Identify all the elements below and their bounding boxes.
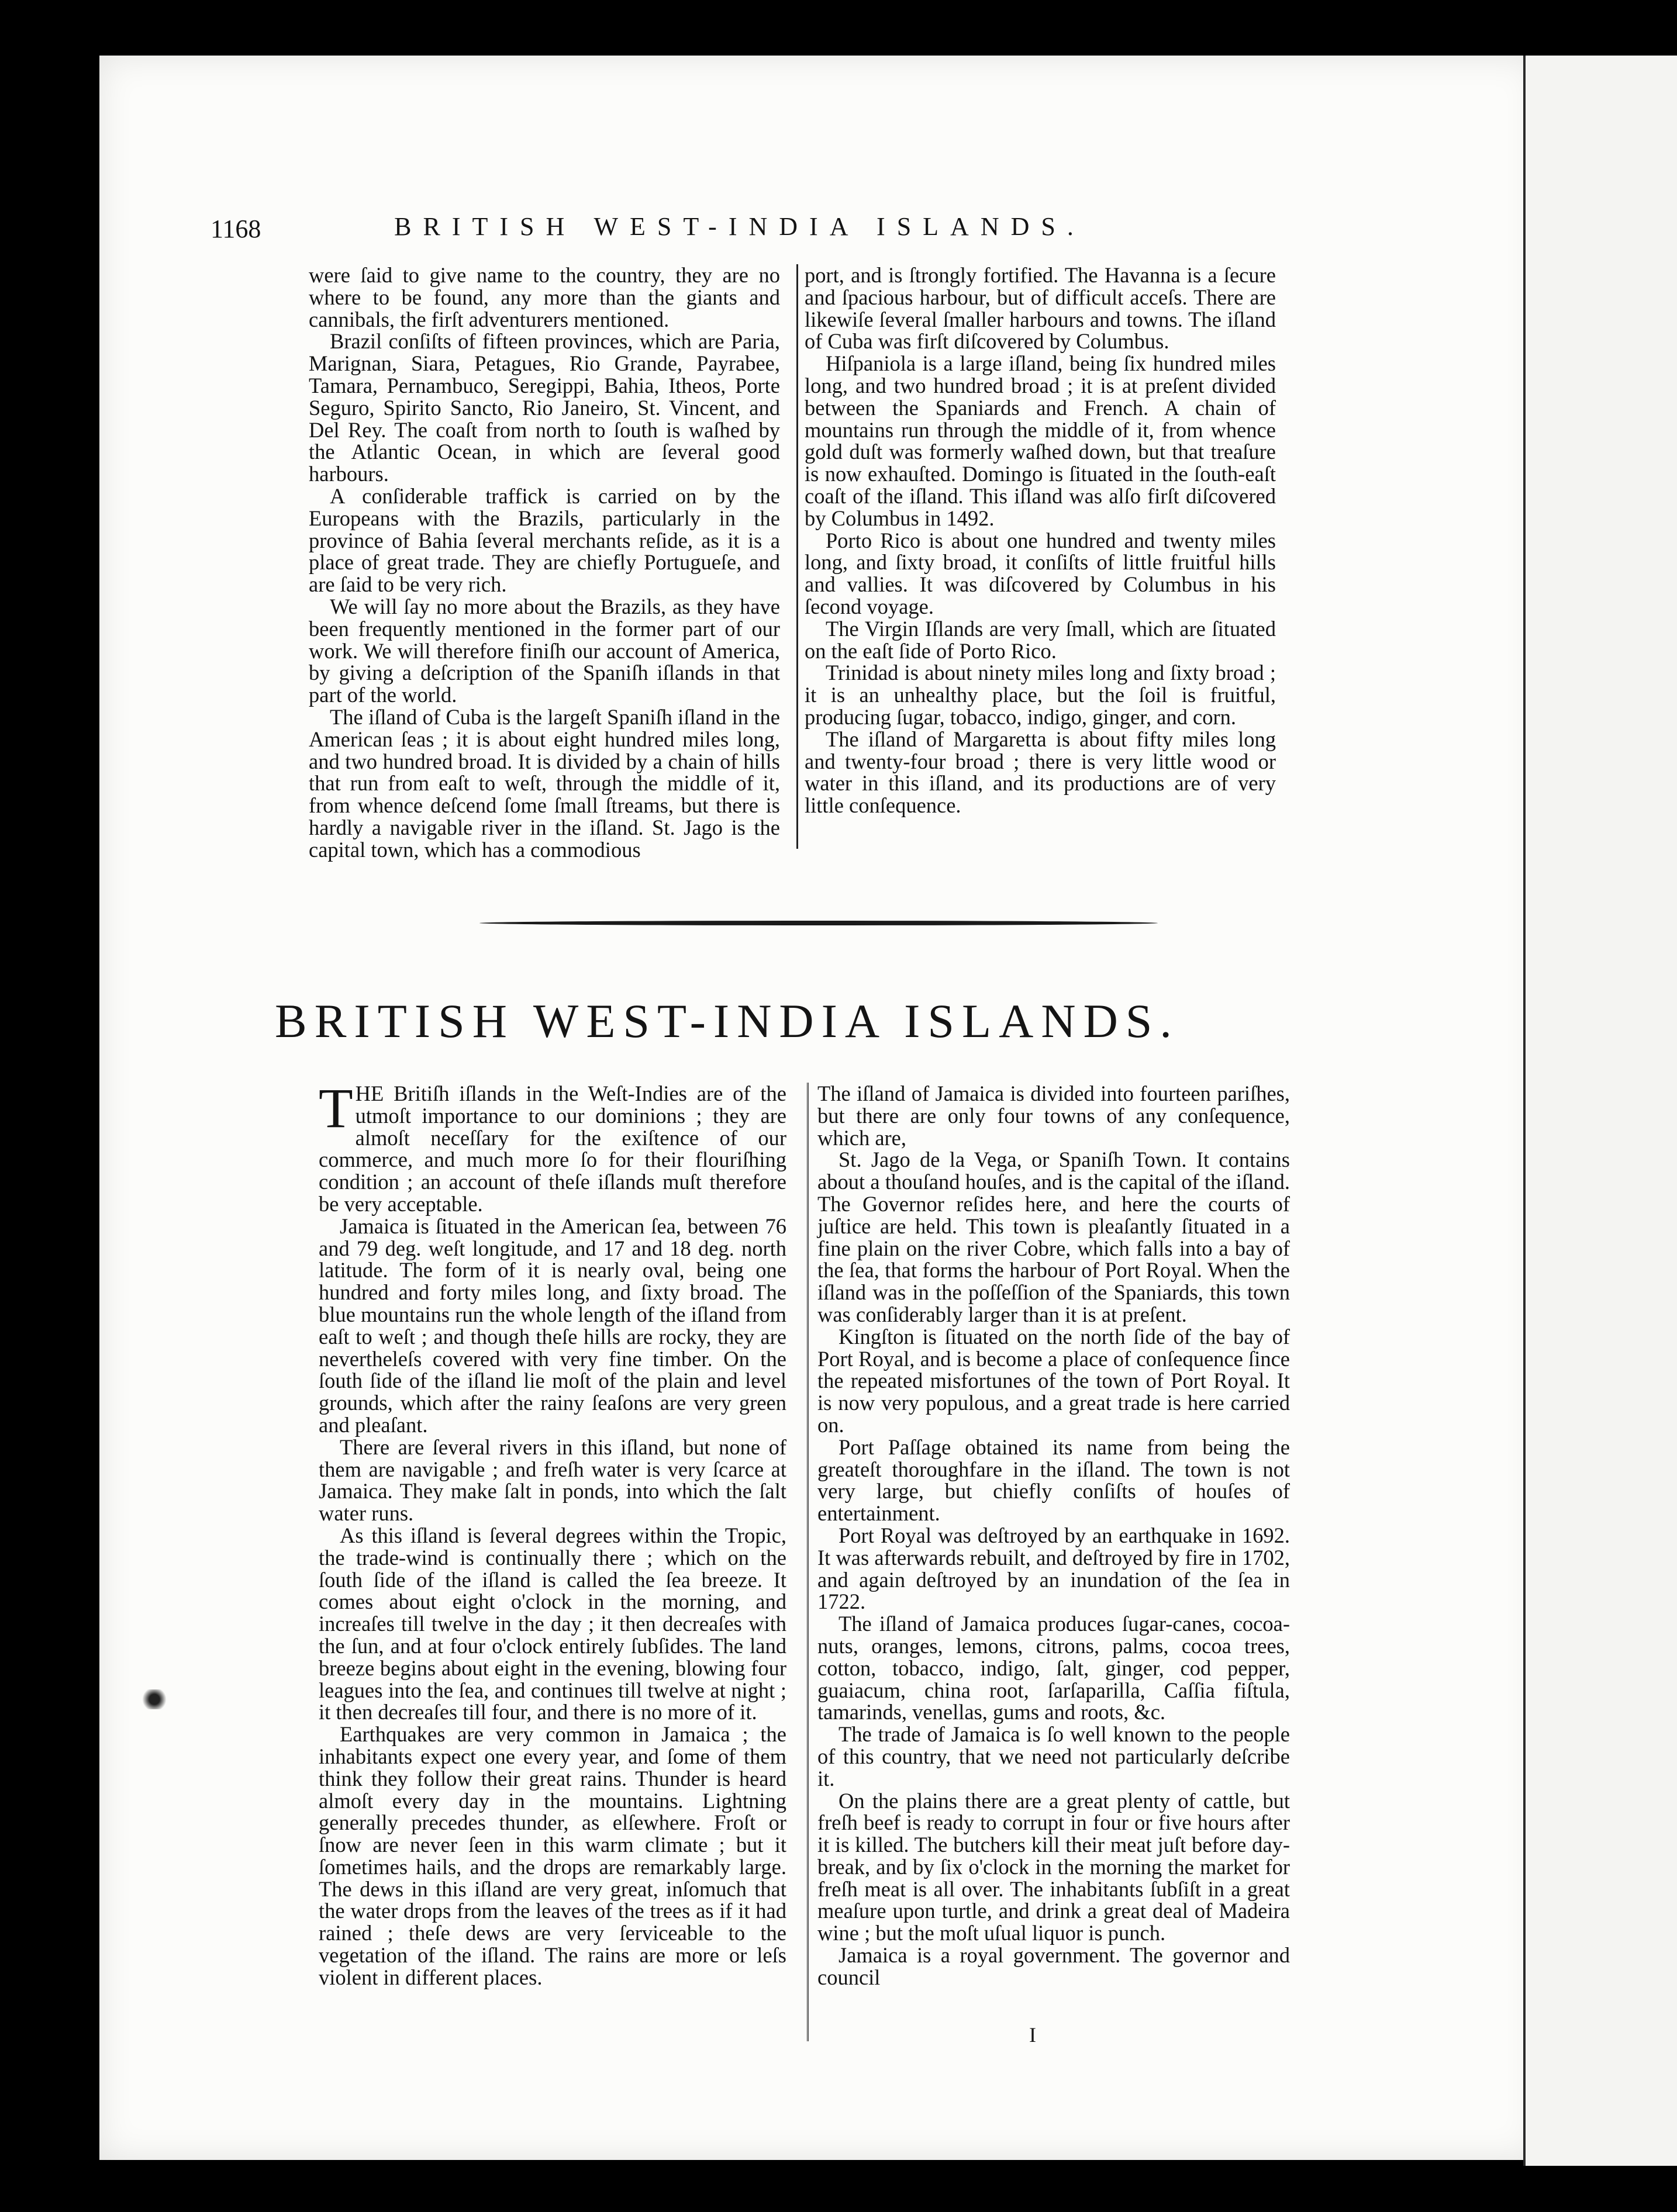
paragraph	[319, 1077, 786, 1216]
paragraph: Kingſton is ſituated on the north ſide of the bay of Port Royal, and is become a place of conſequence ſince the repeated misfortunes of the town of Port Royal. It is now very populous, and a great trade is here carried on.	[817, 1324, 1290, 1437]
running-head: BRITISH WEST-INDIA ISLANDS.	[394, 212, 1085, 241]
paragraph: Jamaica is a royal government. The governor and council	[817, 1943, 1290, 1989]
paragraph: Porto Rico is about one hundred and twenty miles long, and ſixty broad, it conſiſts of little fruitful hills and vallies. It was diſcovered by Columbus in his ſecond voyage.	[805, 528, 1276, 618]
paragraph-text: HE Britiſh iſlands in the Weſt-Indies are of the utmoſt importance to our dominions ; they are almoſt neceſſary for the exiſtence of our commerce, and much more ſo for their flouriſhing condition ; an account of theſe iſlands muſt therefore be very acceptable.	[319, 1081, 786, 1216]
section-title: BRITISH WEST-INDIA ISLANDS.	[275, 994, 1179, 1048]
paragraph: Brazil conſiſts of fifteen provinces, which are Paria, Marignan, Siara, Petagues, Rio Grande, Payrabee, Tamara, Pernambuco, Seregippi, Bahia, Itheos, Porte Seguro, Spirito Sancto, Rio Janeiro, St. Vincent, and Del Rey. The coaſt from north to ſouth is waſhed by the Atlantic Ocean, in which are ſeveral good harbours.	[309, 329, 780, 486]
page-number: 1168	[211, 215, 261, 243]
paragraph: The trade of Jamaica is ſo well known to the people of this country, that we need not particularly deſcribe it.	[817, 1722, 1290, 1791]
upper-left-column	[309, 264, 780, 861]
ink-smudge	[140, 1689, 168, 1709]
facing-page-edge	[1523, 56, 1677, 2166]
paragraph: Earthquakes are very common in Jamaica ; the inhabitants expect one every year, and ſome of them think they follow their great rains. Thunder is heard almoſt every day in the mountains. Lightning generally precedes thunder, as elſewhere. Froſt or ſnow are never ſeen in this warm climate ; but it ſometimes hails, and the drops are remarkably large. The dews in this iſland are very great, inſomuch that the water drops from the leaves of the trees as if it had rained ; theſe dews are very ſerviceable to the vegetation of the iſland. The rains are more or leſs violent in different places.	[319, 1722, 786, 1989]
paragraph: The iſland of Jamaica produces ſugar-canes, cocoa-nuts, oranges, lemons, citrons, palms, cocoa trees, cotton, tobacco, indigo, ſalt, ginger, cod pepper, guaiacum, china root, ſarſaparilla, Caſſia fiſtula, tamarinds, venellas, gums and roots, &c.	[817, 1612, 1290, 1724]
paragraph: were ſaid to give name to the country, they are no where to be found, any more than the giants and cannibals, the firſt adventurers mentioned.	[309, 263, 780, 331]
paragraph: The Virgin Iſlands are very ſmall, which are ſituated on the eaſt ſide of Porto Rico.	[805, 616, 1276, 663]
paragraph: Port Royal was deſtroyed by an earthquake in 1692. It was afterwards rebuilt, and deſtroyed by fire in 1702, and again deſtroyed by an inundation of the ſea in 1722.	[817, 1523, 1290, 1614]
page-header	[211, 210, 1245, 251]
paragraph: The iſland of Margaretta is about fifty miles long and twenty-four broad ; there is very little wood or water in this iſland, and its productions are of very little conſequence.	[805, 727, 1276, 818]
drop-cap: T	[319, 1077, 353, 1139]
paragraph: On the plains there are a great plenty of cattle, but freſh beef is ready to corrupt in four or five hours after it is killed. The butchers kill their meat juſt before day-break, and by ſix o'clock in the morning the market for freſh meat is all over. The inhabitants ſubſiſt in a great meaſure upon turtle, and drink a great deal of Madeira wine ; but the moſt uſual liquor is punch.	[817, 1788, 1290, 1945]
paragraph: There are ſeveral rivers in this iſland, but none of them are navigable ; and freſh water is very ſcarce at Jamaica. They make ſalt in ponds, into which the ſalt water runs.	[319, 1435, 786, 1526]
upper-column-rule	[796, 264, 798, 849]
paragraph: We will ſay no more about the Brazils, as they have been frequently mentioned in the former part of our work. We will therefore finiſh our account of America, by giving a deſcription of the Spaniſh iſlands in that part of the world.	[309, 594, 780, 707]
paragraph: The iſland of Jamaica is divided into fourteen pariſhes, but there are only four towns of any conſequence, which are,	[817, 1081, 1290, 1150]
paragraph: Trinidad is about ninety miles long and ſixty broad ; it is an unhealthy place, but the ſoil is fruitful, producing ſugar, tobacco, indigo, ginger, and corn.	[805, 661, 1276, 729]
paragraph: As this iſland is ſeveral degrees within the Tropic, the trade-wind is continually there ; which on the ſouth ſide of the iſland is called the ſea breeze. It comes about eight o'clock in the morning, and increaſes till twelve in the day ; it then decreaſes with the ſun, and at four o'clock entirely ſubſides. The land breeze begins about eight in the evening, blowing four leagues into the ſea, and continues till twelve at night ; it then decreaſes till four, and there is no more of it.	[319, 1523, 786, 1724]
paragraph: The iſland of Cuba is the largeſt Spaniſh iſland in the American ſeas ; it is about eight hundred miles long, and two hundred broad. It is divided by a chain of hills that run from eaſt to weſt, through the middle of it, from whence deſcend ſome ſmall ſtreams, but there is hardly a navigable river in the iſland. St. Jago is the capital town, which has a commodious	[309, 704, 780, 862]
lower-left-column	[319, 1077, 786, 1989]
folio-mark: I	[1029, 2023, 1036, 2047]
paragraph: A conſiderable traffick is carried on by the Europeans with the Brazils, particularly in the province of Bahia ſeveral merchants reſide, as it is a place of great trade. They are chiefly Portugueſe, and are ſaid to be very rich.	[309, 483, 780, 597]
lower-column-rule	[807, 1083, 812, 2041]
paragraph: Hiſpaniola is a large iſland, being ſix hundred miles long, and two hundred broad ; it is at preſent divided between the Spaniards and French. A chain of mountains run through the middle of it, from whence gold duſt was formerly waſhed down, but that treaſure is now exhauſted. Domingo is ſituated in the ſouth-eaſt coaſt of the iſland. This iſland was alſo firſt diſcovered by Columbus in 1492.	[805, 351, 1276, 530]
paragraph: St. Jago de la Vega, or Spaniſh Town. It contains about a thouſand houſes, and is the capital of the iſland. The Governor reſides here, and here the courts of juſtice are held. This town is pleaſantly ſituated in a fine plain on the river Cobre, which falls into a bay of the ſea, that forms the harbour of Port Royal. When the iſland was in the poſſeſſion of the Spaniards, this town was conſiderably larger than it is at preſent.	[817, 1148, 1290, 1326]
paragraph: Port Paſſage obtained its name from being the greateſt thoroughfare in the iſland. The town is not very large, but chiefly conſiſts of houſes of entertainment.	[817, 1435, 1290, 1526]
lower-right-column	[817, 1083, 1290, 1989]
upper-right-column	[805, 264, 1276, 817]
section-divider	[479, 921, 1158, 925]
paragraph: Jamaica is ſituated in the American ſea, between 76 and 79 deg. weſt longitude, and 17 and 18 deg. north latitude. The form of it is nearly oval, being one hundred and forty miles long, and ſixty broad. The blue mountains run the whole length of the iſland from eaſt to weſt ; and though theſe hills are rocky, they are nevertheleſs covered with very fine timber. On the ſouth ſide of the iſland lie moſt of the plain and level grounds, which after the rainy ſeaſons are very green and pleaſant.	[319, 1214, 786, 1437]
paragraph: port, and is ſtrongly fortified. The Havanna is a ſecure and ſpacious harbour, but of difficult acceſs. There are likewiſe ſeveral ſmaller harbours and towns. The iſland of Cuba was firſt diſcovered by Columbus.	[805, 263, 1276, 354]
